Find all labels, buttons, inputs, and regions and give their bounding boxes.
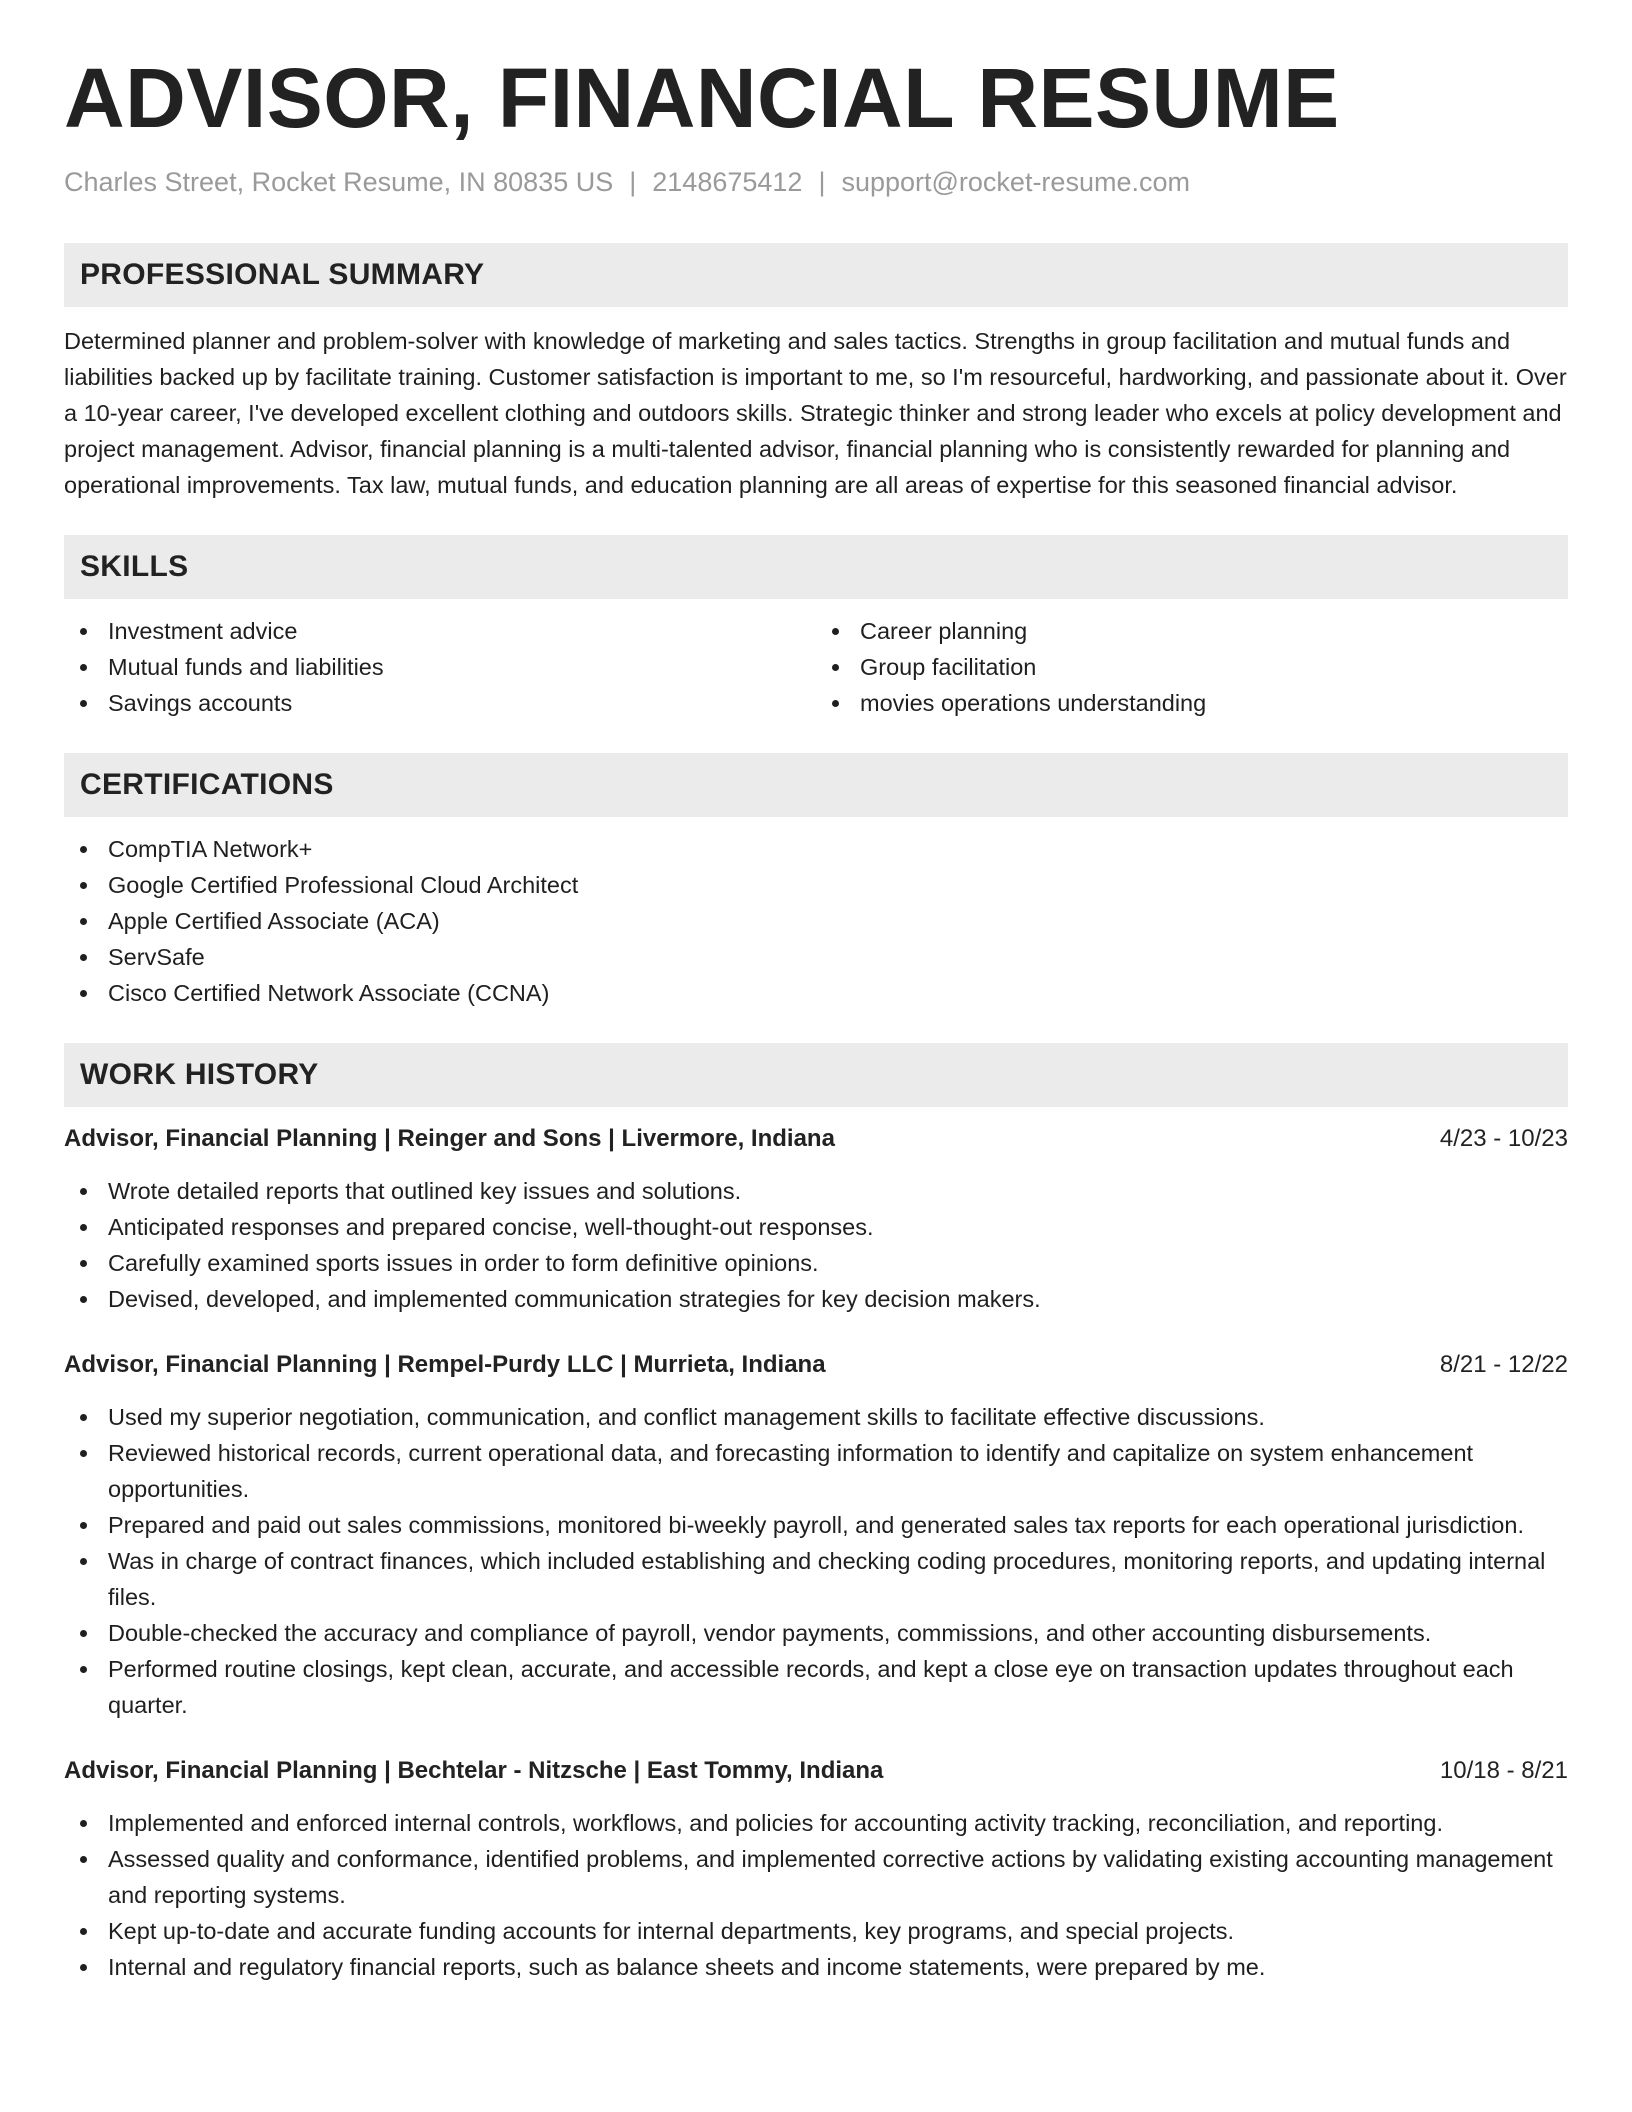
job-title: Advisor, Financial Planning | Bechtelar - Nitzsche | East Tommy, Indiana — [64, 1756, 884, 1784]
job-bullet: Implemented and enforced internal controls, workflows, and policies for accounting activity tracking, reconciliation, and reporting. — [64, 1805, 1568, 1841]
certification-item: Cisco Certified Network Associate (CCNA) — [64, 975, 1568, 1011]
job-bullet: Prepared and paid out sales commissions, monitored bi-weekly payroll, and generated sales tax reports for each operational jurisdiction. — [64, 1507, 1568, 1543]
job-bullet: Internal and regulatory financial reports, such as balance sheets and income statements, were prepared by me. — [64, 1949, 1568, 1985]
contact-separator: | — [629, 167, 637, 198]
job-bullet: Reviewed historical records, current operational data, and forecasting information to identify and capitalize on system enhancement opportunities. — [64, 1435, 1568, 1507]
job-dates: 10/18 - 8/21 — [1439, 1756, 1568, 1784]
work-history-section-header — [64, 1043, 1568, 1107]
job-bullets — [64, 1805, 1568, 1985]
skills-heading: SKILLS — [80, 549, 189, 583]
contact-phone: 2148675412 — [652, 167, 803, 198]
job-bullets — [64, 1399, 1568, 1723]
job-header — [64, 1753, 1568, 1789]
skill-item: Career planning — [816, 613, 1568, 649]
job-title: Advisor, Financial Planning | Rempel-Purdy LLC | Murrieta, Indiana — [64, 1350, 826, 1378]
job-bullet: Devised, developed, and implemented communication strategies for key decision makers. — [64, 1281, 1568, 1317]
skill-item: Group facilitation — [816, 649, 1568, 685]
certification-item: Google Certified Professional Cloud Architect — [64, 867, 1568, 903]
job-dates: 4/23 - 10/23 — [1439, 1124, 1568, 1152]
summary-heading: PROFESSIONAL SUMMARY — [80, 257, 485, 291]
summary-text: Determined planner and problem-solver with knowledge of marketing and sales tactics. Strengths in group facilitation and mutual funds and liabilities backed up by facilitate training. Customer satisfaction is important to me, so I'm resourceful, hardworking, and passionate about it. Over a 10-year career, I've developed excellent clothing and outdoors skills. Strategic thinker and strong leader who excels at policy development and project management. Advisor, financial planning is a multi-talented advisor, financial planning who is consistently rewarded for planning and operational improvements. Tax law, mutual funds, and education planning are all areas of expertise for this seasoned financial advisor. — [64, 327, 1567, 498]
job-entry — [64, 1347, 1568, 1723]
job-bullet: Carefully examined sports issues in order to form definitive opinions. — [64, 1245, 1568, 1281]
job-bullet: Wrote detailed reports that outlined key issues and solutions. — [64, 1173, 1568, 1209]
contact-email: support@rocket-resume.com — [841, 167, 1190, 198]
job-bullet: Double-checked the accuracy and compliance of payroll, vendor payments, commissions, and other accounting disbursements. — [64, 1615, 1568, 1651]
summary-section-header — [64, 243, 1568, 307]
job-bullet: Performed routine closings, kept clean, accurate, and accessible records, and kept a close eye on transaction updates throughout each quarter. — [64, 1651, 1568, 1723]
certification-item: Apple Certified Associate (ACA) — [64, 903, 1568, 939]
job-title: Advisor, Financial Planning | Reinger and Sons | Livermore, Indiana — [64, 1124, 835, 1152]
work-history-heading: WORK HISTORY — [80, 1057, 319, 1091]
skill-item: Investment advice — [64, 613, 816, 649]
certifications-section-header — [64, 753, 1568, 817]
skills-column-right — [816, 613, 1568, 721]
skill-item: Savings accounts — [64, 685, 816, 721]
job-bullet: Assessed quality and conformance, identified problems, and implemented corrective actions by validating existing accounting management and reporting systems. — [64, 1841, 1568, 1913]
contact-separator: | — [818, 167, 826, 198]
skills-section-header — [64, 535, 1568, 599]
certification-item: CompTIA Network+ — [64, 831, 1568, 867]
skills-column-left — [64, 613, 816, 721]
certification-item: ServSafe — [64, 939, 1568, 975]
contact-line — [64, 166, 1568, 198]
certifications-list — [64, 831, 1568, 1011]
job-bullet: Used my superior negotiation, communication, and conflict management skills to facilitate effective discussions. — [64, 1399, 1568, 1435]
job-header — [64, 1121, 1568, 1157]
job-bullet: Kept up-to-date and accurate funding accounts for internal departments, key programs, and special projects. — [64, 1913, 1568, 1949]
job-bullets — [64, 1173, 1568, 1317]
skills-list — [64, 599, 1568, 721]
skill-item: movies operations understanding — [816, 685, 1568, 721]
job-entry — [64, 1753, 1568, 1985]
job-bullet: Anticipated responses and prepared concise, well-thought-out responses. — [64, 1209, 1568, 1245]
job-header — [64, 1347, 1568, 1383]
job-dates: 8/21 - 12/22 — [1439, 1350, 1568, 1378]
contact-address: Charles Street, Rocket Resume, IN 80835 US — [64, 167, 614, 198]
resume-title: ADVISOR, FINANCIAL RESUME — [64, 51, 1340, 145]
skill-item: Mutual funds and liabilities — [64, 649, 816, 685]
job-entry — [64, 1121, 1568, 1317]
certifications-heading: CERTIFICATIONS — [80, 767, 334, 801]
job-bullet: Was in charge of contract finances, which included establishing and checking coding procedures, monitoring reports, and updating internal files. — [64, 1543, 1568, 1615]
